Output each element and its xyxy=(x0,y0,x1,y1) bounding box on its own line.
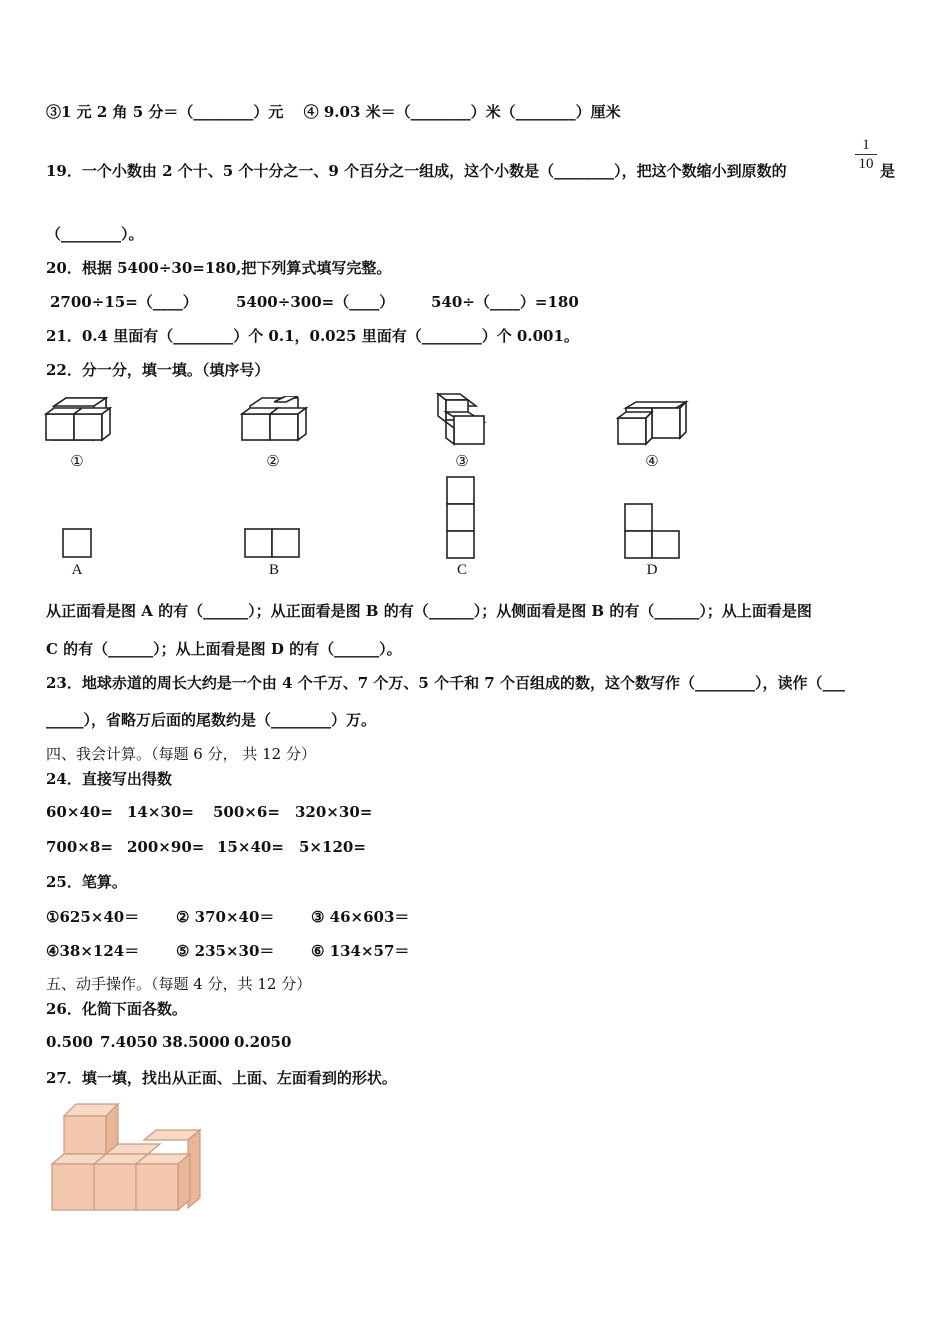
section4-title: 四、我会计算。（每题 6 分， 共 12 分） xyxy=(46,745,316,763)
fraction-denominator: 10 xyxy=(858,156,874,172)
q25-r1-c3: ③ 46×603＝ xyxy=(311,908,410,926)
q24-r2-c3: 15×40= xyxy=(217,838,284,856)
q25-r2-c2: ⑤ 235×30＝ xyxy=(176,942,275,960)
q25-r1-c2: ② 370×40＝ xyxy=(176,908,275,926)
view-figure-a xyxy=(62,528,94,560)
q19-fraction xyxy=(855,137,877,172)
q23-line1: 23．地球赤道的周长大约是一个由 4 个千万、7 个万、5 个千和 7 个百组成的数，这个数写作（________），读作（___ xyxy=(46,674,845,692)
view-label-d: D xyxy=(646,562,658,578)
q21-text: 21．0.4 里面有（________）个 0.1，0.025 里面有（________）个 0.001。 xyxy=(46,327,579,345)
solid-figure-1 xyxy=(44,396,114,448)
view-figure-d xyxy=(624,503,682,561)
view-figure-b xyxy=(244,528,304,560)
q20-item-3: 540÷（____）=180 xyxy=(431,293,579,311)
view-figure-c xyxy=(446,476,478,560)
q18-line: ③1 元 2 角 5 分＝（________）元 ④ 9.03 米＝（________）米（________）厘米 xyxy=(46,103,621,121)
q19-line1 xyxy=(46,161,787,181)
q24-r1-c3: 500×6= xyxy=(213,803,280,821)
solid-label-2: ② xyxy=(266,454,280,470)
q25-r2-c1: ④38×124＝ xyxy=(46,942,140,960)
view-label-c: C xyxy=(456,562,467,578)
q26-num-3: 38.5000 xyxy=(162,1033,230,1051)
q24-r2-c2: 200×90= xyxy=(127,838,205,856)
q19-line2: （________）。 xyxy=(46,225,144,243)
solid-label-3: ③ xyxy=(455,454,469,470)
q27-cube-figure xyxy=(48,1100,208,1212)
q25-r1-c1: ①625×40＝ xyxy=(46,908,140,926)
view-label-b: B xyxy=(268,562,279,578)
q24-r2-c1: 700×8= xyxy=(46,838,113,856)
q20-item-2: 5400÷300=（____） xyxy=(236,293,395,311)
section5-title: 五、动手操作。（每题 4 分，共 12 分） xyxy=(46,975,312,993)
fraction-bar xyxy=(855,154,877,155)
q26-num-2: 7.4050 xyxy=(100,1033,158,1051)
q25-r2-c3: ⑥ 134×57＝ xyxy=(311,942,410,960)
solid-label-4: ④ xyxy=(645,454,659,470)
fraction-numerator: 1 xyxy=(862,137,870,153)
q26-num-1: 0.500 xyxy=(46,1033,93,1051)
q24-r2-c4: 5×120= xyxy=(299,838,366,856)
q24-title: 24．直接写出得数 xyxy=(46,770,172,788)
view-label-a: A xyxy=(71,562,83,578)
q22-line1: 从正面看是图 A 的有（______）；从正面看是图 B 的有（______）；从侧面看是图 B 的有（______）；从上面看是图 xyxy=(46,602,812,620)
q19-suffix: 是 xyxy=(880,162,896,180)
q22-line2: C 的有（______）；从上面看是图 D 的有（______）。 xyxy=(46,640,402,658)
q23-line2: _____），省略万后面的尾数约是（________）万。 xyxy=(46,711,377,729)
q19-text: 19．一个小数由 2 个十、5 个十分之一、9 个百分之一组成，这个小数是（________），把这个数缩小到原数的 xyxy=(46,162,787,180)
q20-item-1: 2700÷15=（____） xyxy=(50,293,198,311)
q26-title: 26．化简下面各数。 xyxy=(46,1000,187,1018)
solid-label-1: ① xyxy=(70,454,84,470)
q26-num-4: 0.2050 xyxy=(234,1033,292,1051)
q22-title: 22．分一分，填一填。（填序号） xyxy=(46,361,270,379)
q25-title: 25．笔算。 xyxy=(46,873,127,891)
solid-figure-4 xyxy=(614,400,690,448)
solid-figure-2 xyxy=(240,396,310,448)
q24-r1-c4: 320×30= xyxy=(295,803,373,821)
q20-title: 20．根据 5400÷30=180,把下列算式填写完整。 xyxy=(46,259,392,277)
q27-title: 27．填一填，找出从正面、上面、左面看到的形状。 xyxy=(46,1069,397,1087)
solid-figure-3 xyxy=(434,392,492,448)
q24-r1-c2: 14×30= xyxy=(127,803,194,821)
q24-r1-c1: 60×40= xyxy=(46,803,113,821)
